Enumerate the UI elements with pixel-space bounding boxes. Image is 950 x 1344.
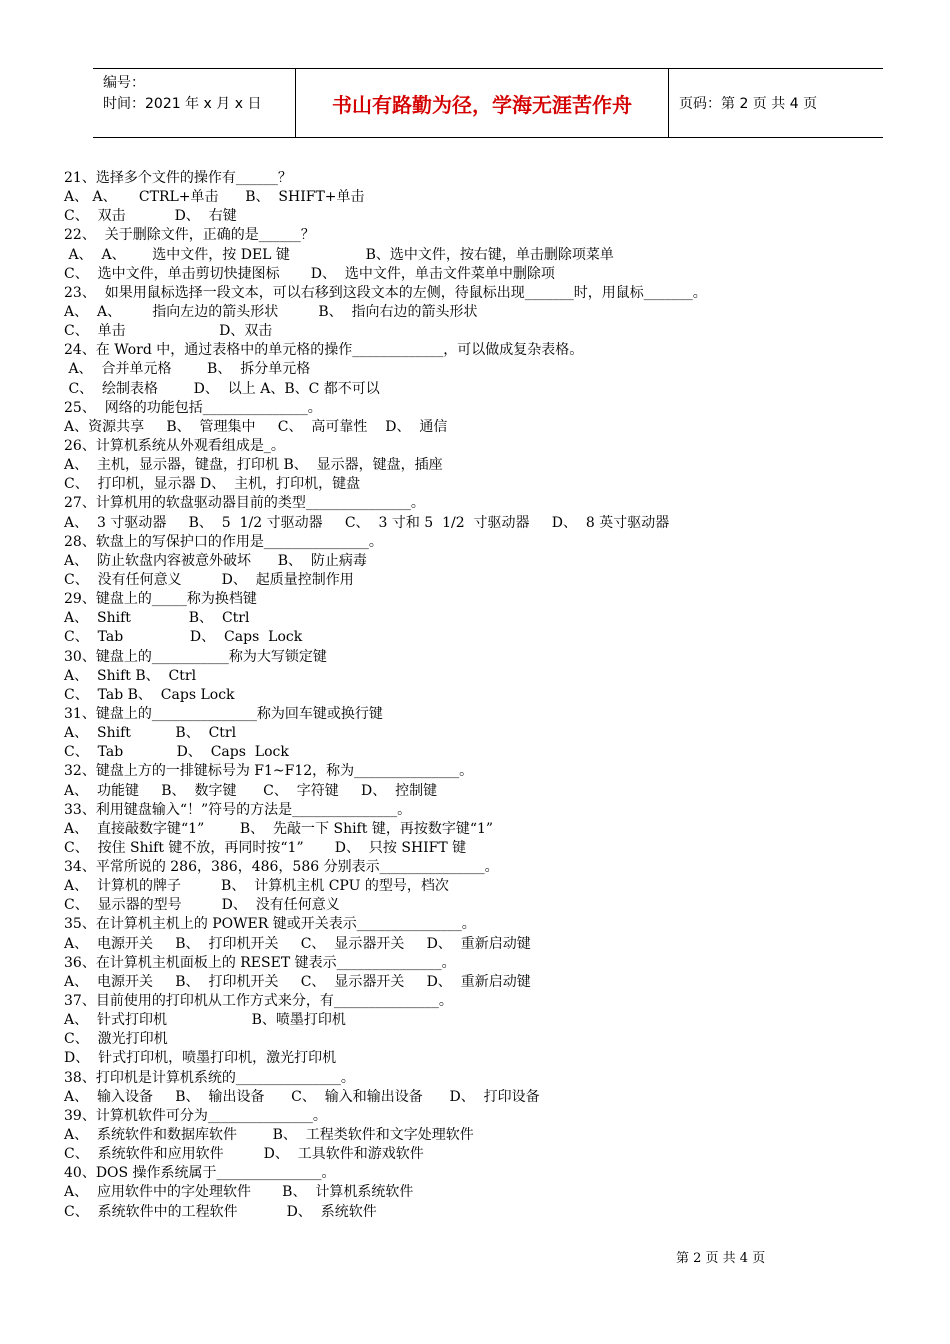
text-line: 32、键盘上方的一排键标号为 F1~F12，称为_______________。	[64, 763, 474, 780]
text-line: C、 没有任何意义 D、 起质量控制作用	[64, 571, 354, 588]
text-line: C、 绘制表格 D、 以上 A、B、C 都不可以	[64, 380, 380, 397]
text-line: C、 系统软件和应用软件 D、 工具软件和游戏软件	[64, 1146, 424, 1163]
text-line: C、 Tab D、 Caps Lock	[64, 744, 289, 761]
page-footer: 第 2 页 共 4 页	[676, 1251, 766, 1266]
text-line: 34、平常所说的 286，386，486，586 分别表示_______________。	[64, 859, 499, 876]
text-line: C、 打印机，显示器 D、 主机，打印机，键盘	[64, 476, 361, 493]
text-line: 27、计算机用的软盘驱动器目前的类型_______________。	[64, 495, 425, 512]
text-line: 23、 如果用鼠标选择一段文本，可以右移到这段文本的左侧，待鼠标出现_______时，用鼠标_______。	[64, 284, 707, 301]
text-line: C、 双击 D、 右键	[64, 208, 237, 225]
text-line: A、 计算机的牌子 B、 计算机主机 CPU 的型号，档次	[64, 878, 449, 895]
text-line: C、 显示器的型号 D、 没有任何意义	[64, 897, 340, 914]
text-line: 38、打印机是计算机系统的_______________。	[64, 1069, 355, 1086]
text-line: C、 选中文件，单击剪切快捷图标 D、 选中文件，单击文件菜单中删除项	[64, 265, 555, 282]
text-line: A、 Shift B、 Ctrl	[64, 667, 197, 684]
header-left	[93, 69, 295, 137]
text-line: A、 Shift B、 Ctrl	[64, 610, 250, 627]
text-line: C、 系统软件中的工程软件 D、 系统软件	[64, 1203, 377, 1220]
text-line: D、 针式打印机，喷墨打印机，激光打印机	[64, 1050, 337, 1067]
time-label: 时间：2021 年 x 月 x 日	[103, 96, 262, 112]
text-line: A、 Shift B、 Ctrl	[64, 725, 237, 742]
text-line: A、 主机，显示器，键盘，打印机 B、 显示器，键盘，插座	[64, 457, 443, 474]
text-line: 31、键盘上的_______________称为回车键或换行键	[64, 705, 383, 722]
text-line: A、 系统软件和数据库软件 B、 工程类软件和文字处理软件	[64, 1127, 474, 1144]
text-line: A、 直接敲数字键“1” B、 先敲一下 Shift 键，再按数字键“1”	[64, 820, 494, 837]
text-line: A、资源共享 B、 管理集中 C、 高可靠性 D、 通信	[64, 418, 448, 435]
text-line: C、 Tab D、 Caps Lock	[64, 629, 303, 646]
text-line: A、 电源开关 B、 打印机开关 C、 显示器开关 D、 重新启动键	[64, 973, 531, 990]
text-line: A、 功能键 B、 数字键 C、 字符键 D、 控制键	[64, 782, 438, 799]
text-line: C、 Tab B、 Caps Lock	[64, 686, 235, 703]
text-line: A、 防止软盘内容被意外破坏 B、 防止病毒	[64, 552, 367, 569]
text-line: 33、利用键盘输入“！”符号的方法是_______________。	[64, 801, 412, 818]
text-line: A、 A、 指向左边的箭头形状 B、 指向右边的箭头形状	[64, 303, 478, 320]
page-label: 页码：第 2 页 共 4 页	[679, 96, 818, 112]
text-line: A、 针式打印机 B、喷墨打印机	[64, 1012, 346, 1029]
text-line: 26、计算机系统从外观看组成是_。	[64, 437, 285, 454]
text-line: 24、在 Word 中，通过表格中的单元格的操作_____________，可以做成复杂表格。	[64, 342, 584, 359]
text-line: 36、在计算机主机面板上的 RESET 键表示_______________。	[64, 954, 456, 971]
text-line: A、 电源开关 B、 打印机开关 C、 显示器开关 D、 重新启动键	[64, 935, 531, 952]
text-line: A、 A、 CTRL+单击 B、 SHIFT+单击	[64, 189, 365, 206]
text-line: A、 输入设备 B、 输出设备 C、 输入和输出设备 D、 打印设备	[64, 1088, 540, 1105]
text-line: 21、选择多个文件的操作有______？	[64, 170, 292, 186]
text-line: 30、键盘上的___________称为大写锁定键	[64, 648, 327, 665]
text-line: A、 A、 选中文件，按 DEL 键 B、选中文件，按右键，单击删除项菜单	[64, 246, 614, 263]
page-header	[93, 68, 883, 138]
text-line: 28、软盘上的写保护口的作用是_______________。	[64, 533, 383, 550]
question-list	[64, 169, 824, 1222]
text-line: 39、计算机软件可分为_______________。	[64, 1107, 327, 1124]
text-line: 25、 网络的功能包括_______________。	[64, 399, 322, 416]
text-line: 40、DOS 操作系统属于_______________。	[64, 1165, 336, 1182]
text-line: 29、键盘上的_____称为换档键	[64, 591, 257, 608]
text-line: C、 按住 Shift 键不放，再同时按“1” D、 只按 SHIFT 键	[64, 839, 467, 856]
text-line: 22、 关于删除文件，正确的是______？	[64, 227, 315, 244]
text-line: A、 合并单元格 B、 拆分单元格	[64, 361, 311, 378]
number-label: 编号：	[103, 75, 145, 91]
text-line: 37、目前使用的打印机从工作方式来分，有_______________。	[64, 993, 453, 1010]
text-line: C、 激光打印机	[64, 1031, 168, 1048]
motto: 书山有路勤为径，学海无涯苦作舟	[295, 69, 669, 137]
text-line: 35、在计算机主机上的 POWER 键或开关表示_______________。	[64, 916, 476, 933]
text-line: A、 应用软件中的字处理软件 B、 计算机系统软件	[64, 1184, 414, 1201]
text-line: C、 单击 D、双击	[64, 323, 273, 340]
text-line: A、 3 寸驱动器 B、 5 1/2 寸驱动器 C、 3 寸和 5 1/2 寸驱动器 D、 8 英寸驱动器	[64, 514, 670, 531]
